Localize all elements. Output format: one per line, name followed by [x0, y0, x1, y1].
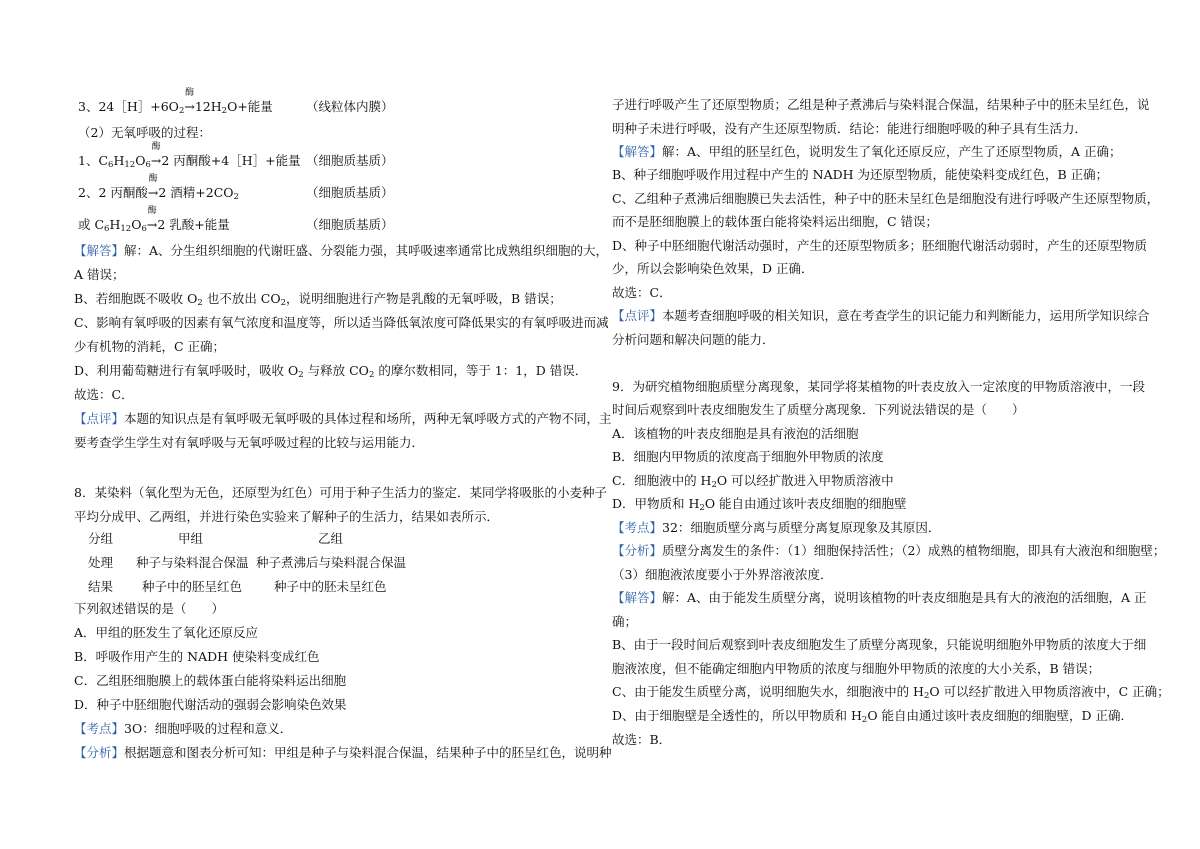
eq-text: 2 丙酮酸+4［H］+能量 [161, 153, 301, 168]
eq-text: O [131, 217, 142, 232]
text: C．细胞液中的 H [612, 473, 712, 488]
answer-text: C、影响有氧呼吸的因素有氧气浓度和温度等，所以适当降低氧浓度可降低果实的有氧呼吸进而减 [74, 315, 609, 330]
answer-text: B、由于一段时间后观察到叶表皮细胞发生了质壁分离现象，只能说明细胞外甲物质的浓度大于细 [612, 637, 1147, 652]
eq-text: H [109, 217, 121, 232]
answer-paragraph-line [74, 242, 608, 260]
eq-text: 2 酒精+2CO [158, 185, 234, 200]
point-text: 32：细胞质壁分离与质壁分离复原现象及其原因． [662, 520, 941, 535]
subscript: 2 [699, 503, 705, 513]
analysis-line [74, 744, 612, 762]
reaction-arrow: → [146, 217, 158, 232]
analysis-text: 根据题意和图表分析可知：甲组是种子与染料混合保温，结果种子中的胚呈红色，说明种 [124, 745, 612, 760]
text: O 可以经扩散进入甲物质溶液中 [716, 473, 894, 488]
analysis-text: 质壁分离发生的条件：（1）细胞保持活性；（2）成熟的植物细胞，即具有大液泡和细胞壁； [662, 543, 1166, 558]
subscript: 2 [221, 106, 228, 116]
subscript: 6 [141, 224, 147, 234]
comment-text: 分析问题和解决问题的能力． [612, 332, 775, 347]
answer-text: 少有机物的消耗，C 正确； [74, 339, 226, 354]
subscript: 6 [104, 224, 110, 234]
comment-tag: 【点评】 [612, 308, 663, 323]
eq-text: 2、2 丙酮酸 [78, 185, 148, 200]
enzyme-arrow [146, 206, 158, 234]
answer-choice: 故选：C． [74, 387, 134, 402]
location-label: （细胞质基质） [306, 153, 394, 168]
aerobic-step-3-equation [78, 88, 273, 116]
comment-line [612, 307, 1150, 325]
enzyme-label: 酶 [185, 88, 195, 98]
enzyme-label: 酶 [148, 174, 158, 184]
analysis-line [612, 542, 1165, 560]
anaerobic-step-1-equation [78, 142, 301, 170]
text: B、若细胞既不吸收 O [74, 291, 198, 306]
anaerobic-step-2-equation [78, 174, 239, 202]
table-cell: 乙组 [318, 531, 344, 546]
option-c [612, 472, 894, 490]
answer-text: B、种子细胞呼吸作用过程中产生的 NADH 为还原型物质，能使染料变成红色，B 正确； [612, 167, 1109, 182]
reaction-arrow: → [150, 153, 162, 168]
answer-text: 胞液浓度，但不能确定细胞内甲物质的浓度与细胞外甲物质的浓度的大小关系，B 错误； [612, 661, 1101, 676]
point-text: 3O：细胞呼吸的过程和意义． [124, 721, 293, 736]
subscript: 6 [145, 160, 151, 170]
subscript: 2 [178, 106, 185, 116]
table-cell: 种子煮沸后与染料混合保温 [256, 555, 407, 570]
answer-tag: 【解答】 [612, 144, 663, 159]
text: O 能自由通过该叶表皮细胞的细胞壁 [704, 496, 907, 511]
comment-text: 本题考查细胞呼吸的相关知识，意在考查学生的识记能力和判断能力，运用所学知识综合 [662, 308, 1150, 323]
question-9-stem: 时间后观察到叶表皮细胞发生了质壁分离现象．下列说法错误的是（ ） [612, 402, 1025, 417]
section-title: （2）无氧呼吸的过程： [78, 125, 211, 140]
answer-text-d [74, 362, 587, 380]
text: D、利用葡萄糖进行有氧呼吸时，吸收 O [74, 363, 299, 378]
subscript: 2 [197, 298, 203, 308]
enzyme-label: 酶 [151, 142, 161, 152]
reaction-arrow: → [184, 99, 195, 114]
subscript: 6 [108, 160, 114, 170]
point-tag: 【考点】 [74, 721, 125, 736]
enzyme-arrow [184, 88, 195, 116]
option-a: A．该植物的叶表皮细胞是具有液泡的活细胞 [612, 426, 859, 441]
knowledge-point-line [74, 720, 292, 738]
answer-text-c [612, 683, 1170, 701]
answer-text: A 错误； [74, 267, 125, 282]
subscript: 2 [711, 480, 717, 490]
eq-text: 12H [194, 99, 222, 114]
table-cell: 种子中的胚未呈红色 [274, 579, 387, 594]
question-9-stem: 9．为研究植物细胞质壁分离现象，某同学将某植物的叶表皮放入一定浓度的甲物质溶液中，一段 [612, 379, 1145, 394]
comment-tag: 【点评】 [74, 411, 125, 426]
answer-text-b [74, 290, 562, 308]
analysis-tag: 【分析】 [74, 745, 125, 760]
answer-text: 少，所以会影响染色效果，D 正确． [612, 261, 814, 276]
table-cell: 分组 [88, 531, 114, 546]
text: C、由于能发生质壁分离，说明细胞失水，细胞液中的 H [612, 684, 924, 699]
option-c: C．乙组胚细胞膜上的载体蛋白能将染料运出细胞 [74, 673, 347, 688]
option-d [612, 495, 907, 513]
knowledge-point-line [612, 519, 940, 537]
right-column [600, 0, 1200, 849]
subscript: 2 [923, 691, 930, 701]
comment-line [74, 410, 612, 428]
eq-text: O+能量 [227, 99, 273, 114]
table-cell: 种子中的胚呈红色 [142, 579, 243, 594]
answer-text: C、乙组种子煮沸后细胞膜已失去活性，种子中的胚未呈红色是细胞没有进行呼吸产生还原型物质， [612, 191, 1160, 206]
answer-tag: 【解答】 [74, 243, 125, 258]
eq-text: O [135, 153, 146, 168]
answer-line [612, 143, 1122, 161]
eq-text: 3、24［H］+6O [78, 99, 179, 114]
option-b: B．呼吸作用产生的 NADH 使染料变成红色 [74, 649, 320, 664]
table-cell: 种子与染料混合保温 [136, 555, 249, 570]
analysis-text: 明种子未进行呼吸，没有产生还原型物质．结论：能进行细胞呼吸的种子具有生活力． [612, 121, 1088, 136]
answer-tag: 【解答】 [612, 590, 663, 605]
text: O 可以经扩散进入甲物质溶液中，C 正确； [929, 684, 1170, 699]
enzyme-arrow [147, 174, 159, 202]
eq-text: H [113, 153, 125, 168]
location-label: （细胞质基质） [306, 185, 394, 200]
answer-line [612, 589, 1147, 607]
subscript: 2 [280, 298, 287, 308]
answer-choice: 故选：C． [612, 285, 672, 300]
answer-text: 解：A、由于能发生质壁分离，说明该植物的叶表皮细胞是具有大的液泡的活细胞，A 正 [662, 590, 1147, 605]
analysis-text: 子进行呼吸产生了还原型物质；乙组是种子煮沸后与染料混合保温，结果种子中的胚未呈红色，说 [612, 97, 1150, 112]
comment-text: 要考查学生学生对有氧呼吸与无氧呼吸过程的比较与运用能力． [74, 435, 425, 450]
text: O 能自由通过该叶表皮细胞的细胞壁，D 正确． [867, 708, 1134, 723]
text: ，说明细胞进行产物是乳酸的无氧呼吸，B 错误； [286, 291, 562, 306]
location-label: （细胞质基质） [306, 217, 394, 232]
point-tag: 【考点】 [612, 520, 663, 535]
question-8-prompt: 下列叙述错误的是（ ） [74, 601, 225, 616]
subscript: 2 [298, 370, 304, 380]
enzyme-label: 酶 [147, 206, 157, 216]
eq-text: 2 乳酸+能量 [157, 217, 230, 232]
eq-text: 1、C [78, 153, 109, 168]
text: 也不放出 CO [202, 291, 281, 306]
reaction-arrow: → [147, 185, 159, 200]
text: 的摩尔数相同，等于 1：1，D 错误． [374, 363, 588, 378]
comment-text: 本题的知识点是有氧呼吸无氧呼吸的具体过程和场所，两种无氧呼吸方式的产物不同，主 [124, 411, 612, 426]
text: 与释放 CO [303, 363, 369, 378]
table-cell: 结果 [88, 579, 114, 594]
eq-text: 或 C [78, 217, 105, 232]
option-d: D．种子中胚细胞代谢活动的强弱会影响染色效果 [74, 697, 347, 712]
answer-text: 确； [612, 614, 638, 629]
enzyme-arrow [150, 142, 162, 170]
anaerobic-step-3-equation [78, 206, 230, 234]
location-label: （线粒体内膜） [306, 99, 394, 114]
subscript: 2 [861, 715, 868, 725]
answer-text: 解：A、甲组的胚呈红色，说明发生了氧化还原反应，产生了还原型物质，A 正确； [662, 144, 1122, 159]
analysis-tag: 【分析】 [612, 543, 663, 558]
answer-text: D、种子中胚细胞代谢活动强时，产生的还原型物质多；胚细胞代谢活动弱时，产生的还原型物质 [612, 238, 1148, 253]
subscript: 12 [120, 224, 132, 234]
subscript: 2 [368, 370, 375, 380]
answer-text: 解：A、分生组织细胞的代谢旺盛、分裂能力强，其呼吸速率通常比成熟组织细胞的大， [124, 243, 609, 258]
question-8-stem: 8．某染料（氧化型为无色，还原型为红色）可用于种子生活力的鉴定．某同学将吸胀的小麦种子 [74, 485, 607, 500]
text: D、由于细胞壁是全透性的，所以甲物质和 H [612, 708, 862, 723]
table-cell: 处理 [88, 555, 114, 570]
question-8-stem: 平均分成甲、乙两组，并进行染色实验来了解种子的生活力，结果如表所示． [74, 509, 500, 524]
text: D．甲物质和 H [612, 496, 700, 511]
option-b: B．细胞内甲物质的浓度高于细胞外甲物质的浓度 [612, 449, 884, 464]
answer-text-d [612, 707, 1133, 725]
subscript: 2 [233, 192, 239, 202]
table-cell: 甲组 [178, 531, 204, 546]
answer-text: 而不是胚细胞膜上的载体蛋白能将染料运出细胞，C 错误； [612, 214, 939, 229]
analysis-text: （3）细胞液浓度要小于外界溶液浓度． [612, 567, 833, 582]
subscript: 12 [124, 160, 136, 170]
option-a: A．甲组的胚发生了氧化还原反应 [74, 625, 259, 640]
answer-choice: 故选：B． [612, 732, 672, 747]
